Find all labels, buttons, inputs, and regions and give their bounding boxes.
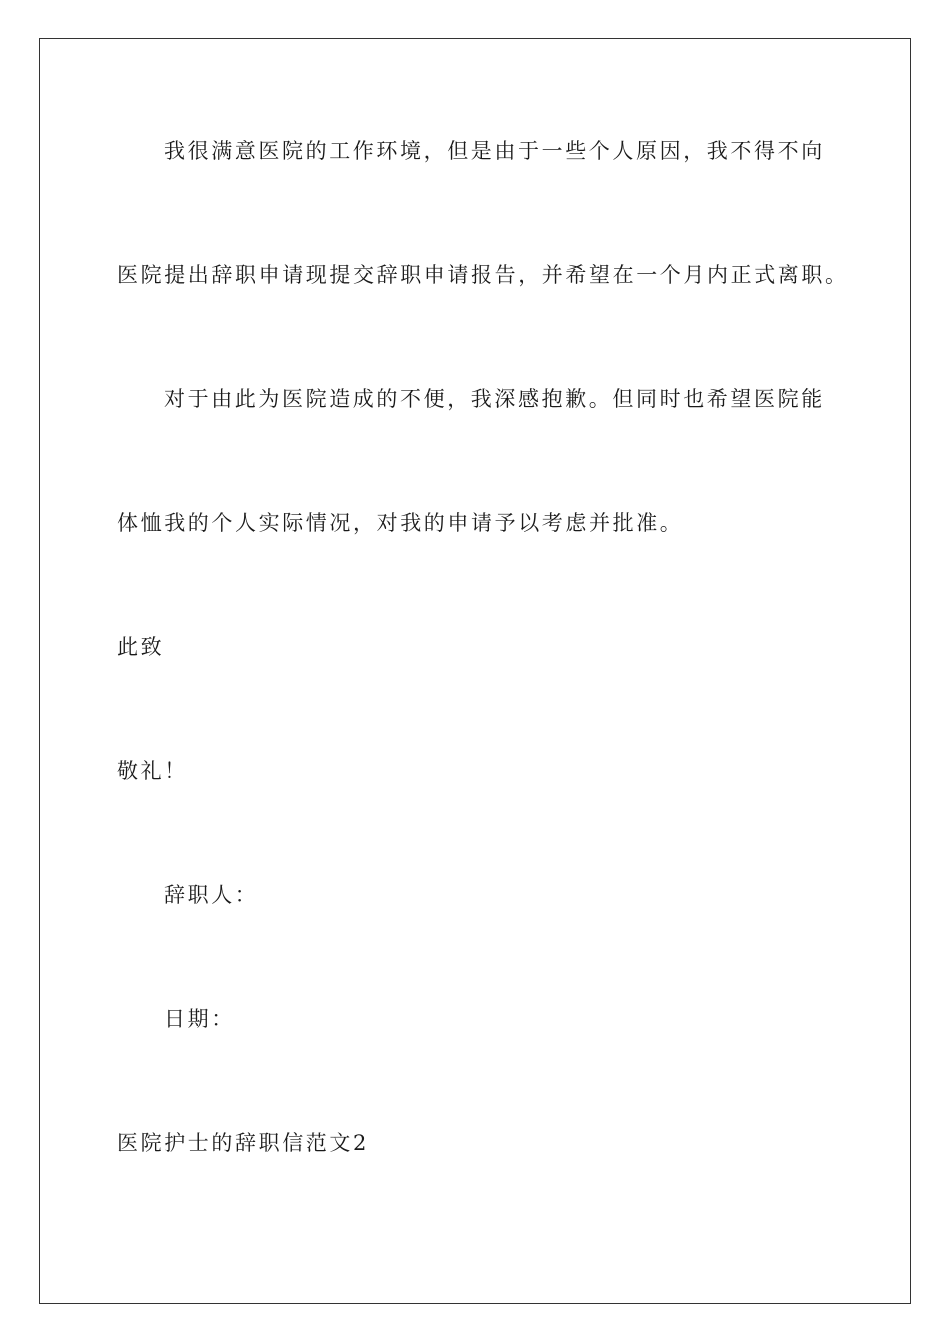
paragraph-2-line-2: 体恤我的个人实际情况，对我的申请予以考虑并批准。 xyxy=(117,511,684,535)
paragraph-2-line-1: 对于由此为医院造成的不便，我深感抱歉。但同时也希望医院能 xyxy=(164,387,825,411)
paragraph-1-line-2: 医院提出辞职申请现提交辞职申请报告，并希望在一个月内正式离职。 xyxy=(117,263,849,287)
paragraph-1-line-1: 我很满意医院的工作环境，但是由于一些个人原因，我不得不向 xyxy=(164,139,825,163)
next-section-title: 医院护士的辞职信范文2 xyxy=(117,1131,369,1155)
date-label: 日期： xyxy=(164,1007,235,1031)
closing-salutation: 此致 xyxy=(117,635,165,659)
closing-regards: 敬礼！ xyxy=(117,759,188,783)
page-frame xyxy=(39,38,911,1304)
signer-label: 辞职人： xyxy=(164,883,259,907)
